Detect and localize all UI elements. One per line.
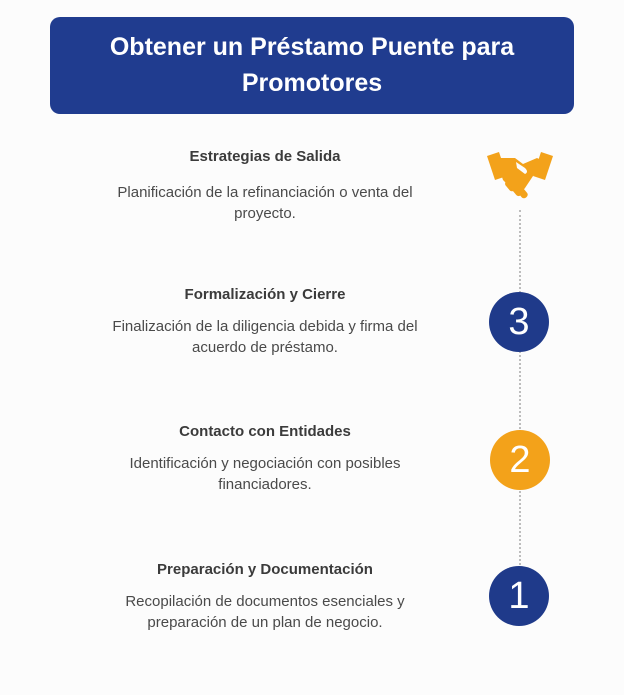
step-title: Contacto con Entidades bbox=[179, 423, 351, 440]
step-number-badge: 3 bbox=[489, 292, 549, 352]
step-title: Preparación y Documentación bbox=[157, 561, 373, 578]
step-contact bbox=[100, 422, 430, 495]
page-title: Obtener un Préstamo Puente para Promotores bbox=[109, 33, 515, 97]
step-preparation bbox=[100, 560, 430, 633]
handshake-icon bbox=[485, 148, 555, 208]
step-description: Identificación y negociación con posibles financiadores. bbox=[129, 455, 401, 493]
step-title: Estrategias de Salida bbox=[189, 148, 341, 165]
step-description: Planificación de la refinanciación o venta del proyecto. bbox=[117, 184, 413, 222]
step-number-badge: 1 bbox=[489, 566, 549, 626]
page-title-banner bbox=[50, 17, 574, 114]
timeline-connector bbox=[519, 210, 521, 585]
step-exit-strategies bbox=[100, 147, 430, 224]
step-formalization bbox=[100, 285, 430, 358]
step-number-badge: 2 bbox=[490, 430, 550, 490]
step-description: Recopilación de documentos esenciales y preparación de un plan de negocio. bbox=[125, 593, 405, 631]
step-title: Formalización y Cierre bbox=[184, 286, 346, 303]
step-description: Finalización de la diligencia debida y firma del acuerdo de préstamo. bbox=[112, 318, 418, 356]
